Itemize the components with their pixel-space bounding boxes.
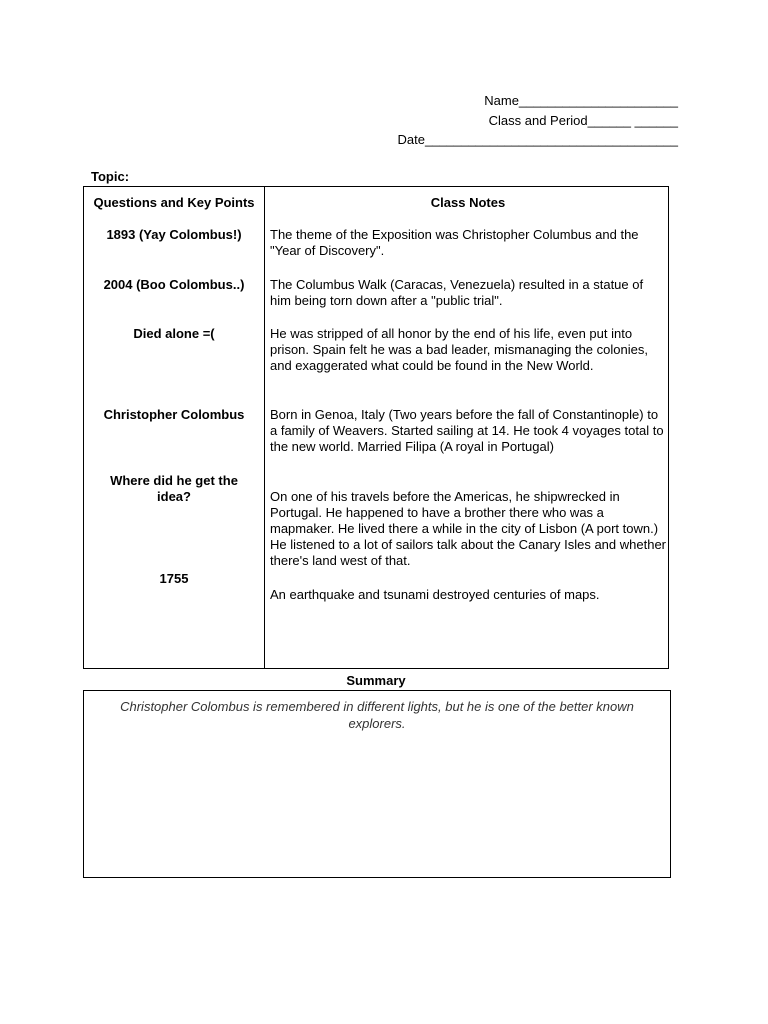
note-3: He was stripped of all honor by the end of his life, even put into prison. Spain felt he was a bad leader, mismanaging the colonies, and exaggerated what could be found in the New World. [270,326,648,373]
questions-column-header: Questions and Key Points [93,195,255,210]
summary-heading: Summary [346,673,406,688]
key-point-2: 2004 (Boo Colombus..) [103,277,245,292]
class-period-field-label: Class and Period______ ______ [488,113,678,128]
cornell-notes-table [83,186,669,669]
note-1: The theme of the Exposition was Christopher Columbus and the "Year of Discovery". [270,227,639,258]
key-point-3: Died alone =( [133,326,215,341]
key-point-4: Christopher Colombus [103,407,245,422]
topic-label: Topic: [91,169,130,184]
summary-text: Christopher Colombus is remembered in different lights, but he is one of the better known explorers. [120,699,634,731]
summary-box [83,690,671,878]
class-notes-column-header: Class Notes [430,195,506,210]
name-field-label: Name______________________ [484,93,678,108]
key-point-1: 1893 (Yay Colombus!) [106,227,242,242]
note-4: Born in Genoa, Italy (Two years before the fall of Constantinople) to a family of Weavers. Started sailing at 14. He took 4 voyages total to the new world. Married Filipa (A royal in Portugal) [270,407,664,454]
date-field-label: Date___________________________________ [397,132,678,147]
column-divider [264,187,265,668]
note-5: On one of his travels before the Americas, he shipwrecked in Portugal. He happened to have a brother there who was a mapmaker. He lived there a while in the city of Lisbon (A port town.) He listened to a lot of sailors talk about the Canary Isles and whether there's land west of that. [270,489,666,568]
note-2: The Columbus Walk (Caracas, Venezuela) resulted in a statue of him being torn down after a "public trial". [270,277,644,308]
note-6: An earthquake and tsunami destroyed centuries of maps. [270,587,600,602]
key-point-5: Where did he get the idea? [110,473,238,504]
key-point-6: 1755 [159,571,189,586]
